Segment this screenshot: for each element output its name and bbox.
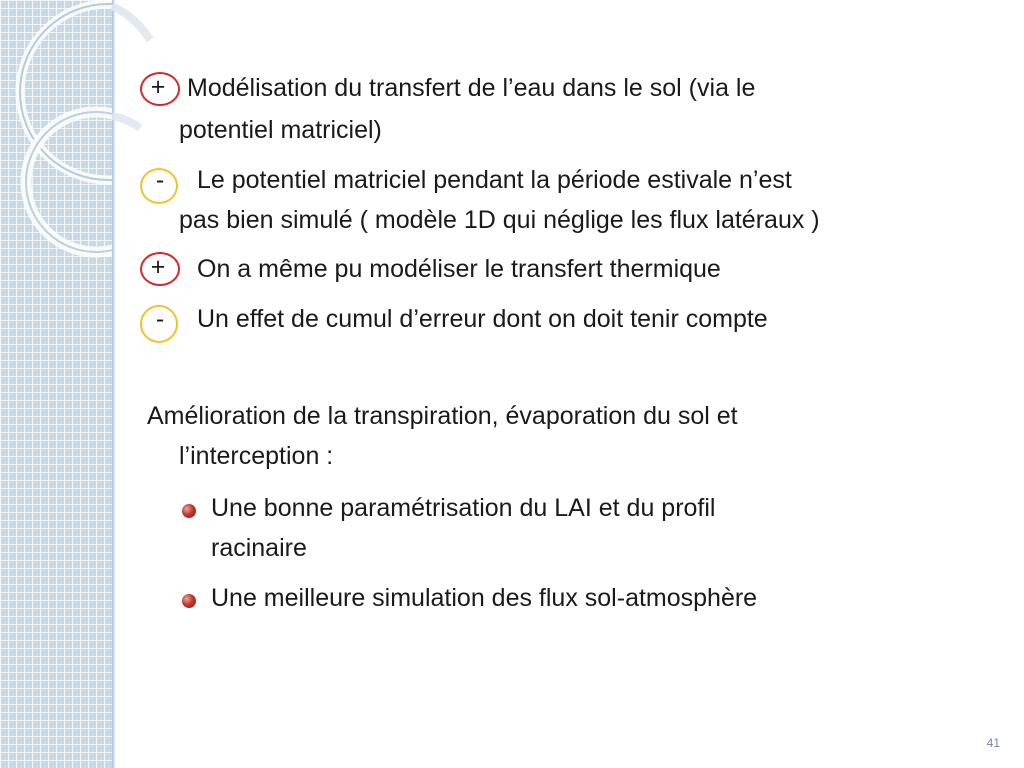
page-number: 41 (986, 736, 1000, 750)
item-2-line-2: pas bien simulé ( modèle 1D qui néglige les flux latéraux ) (179, 206, 820, 234)
red-bullet-icon (182, 504, 196, 518)
item-4-line-1: Un effet de cumul d’erreur dont on doit tenir compte (197, 305, 768, 333)
item-1-line-2: potentiel matriciel) (179, 116, 382, 144)
minus-sign: - (155, 166, 165, 194)
section-heading-line-2: l’interception : (179, 442, 334, 470)
bullet-1-line-1: Une bonne paramétrisation du LAI et du profil (211, 494, 716, 522)
plus-sign: + (150, 253, 166, 281)
section-heading-line-1: Amélioration de la transpiration, évaporation du sol et (147, 402, 738, 430)
item-3-line-1: On a même pu modéliser le transfert thermique (197, 255, 721, 283)
item-1-line-1: Modélisation du transfert de l’eau dans le sol (via le (187, 74, 756, 102)
plus-sign: + (150, 73, 166, 101)
item-2-line-1: Le potentiel matriciel pendant la période estivale n’est (197, 166, 792, 194)
bullet-1-line-2: racinaire (211, 534, 307, 562)
bullet-2-line-1: Une meilleure simulation des flux sol-atmosphère (211, 584, 758, 612)
red-bullet-icon (182, 594, 196, 608)
minus-sign: - (155, 305, 165, 333)
